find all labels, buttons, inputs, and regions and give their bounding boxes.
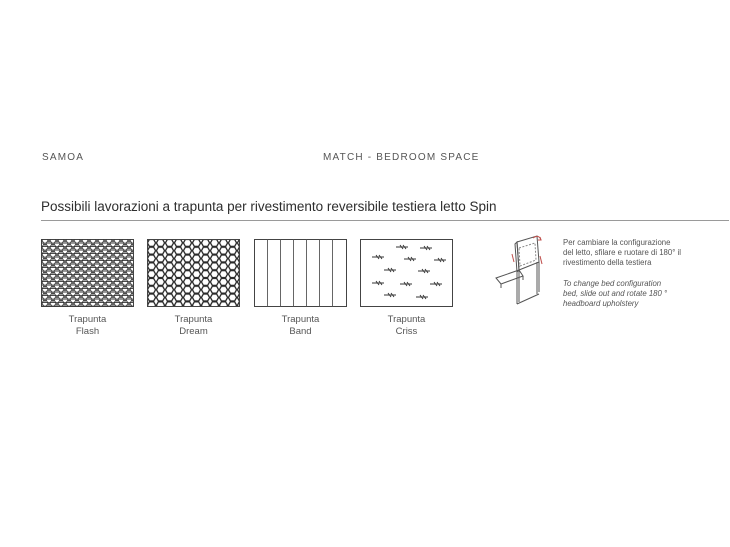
triangle-quilt-pattern-icon <box>41 239 134 307</box>
swatch-band <box>254 239 347 307</box>
caption-dream-line1: Trapunta <box>174 314 213 325</box>
caption-criss-line2: Criss <box>395 326 418 337</box>
instructions-english-line2: bed, slide out and rotate 180 ° <box>563 289 668 298</box>
headboard-rotate-icon <box>493 232 553 312</box>
caption-flash <box>41 314 134 338</box>
instructions-english-line1: To change bed configuration <box>563 279 662 288</box>
instructions-italian <box>563 238 728 268</box>
section-title: Possibili lavorazioni a trapunta per rivestimento reversibile testiera letto Spin <box>41 199 497 214</box>
caption-band <box>254 314 347 338</box>
instructions-italian-line1: Per cambiare la configurazione <box>563 238 671 247</box>
caption-band-line2: Band <box>289 326 312 337</box>
caption-flash-line1: Trapunta <box>68 314 107 325</box>
cross-stitch-pattern-icon <box>360 239 453 307</box>
caption-dream <box>147 314 240 338</box>
instructions-italian-line2: del letto, sfilare e ruotare di 180° il <box>563 248 681 257</box>
caption-band-line1: Trapunta <box>281 314 320 325</box>
swatch-dream <box>147 239 240 307</box>
collection-label: MATCH - BEDROOM SPACE <box>323 152 480 163</box>
caption-flash-line2: Flash <box>75 326 100 337</box>
swatch-criss <box>360 239 453 307</box>
instructions-italian-line3: rivestimento della testiera <box>563 258 652 267</box>
section-divider <box>41 220 729 221</box>
caption-criss <box>360 314 453 338</box>
caption-dream-line2: Dream <box>179 326 208 337</box>
swatch-flash <box>41 239 134 307</box>
instructions-english <box>563 279 728 309</box>
caption-criss-line1: Trapunta <box>387 314 426 325</box>
vertical-band-pattern-icon <box>254 239 347 307</box>
brand-label: SAMOA <box>42 152 85 163</box>
instructions-english-line3: headboard upholstery <box>563 299 639 308</box>
hexagon-quilt-pattern-icon <box>147 239 240 307</box>
